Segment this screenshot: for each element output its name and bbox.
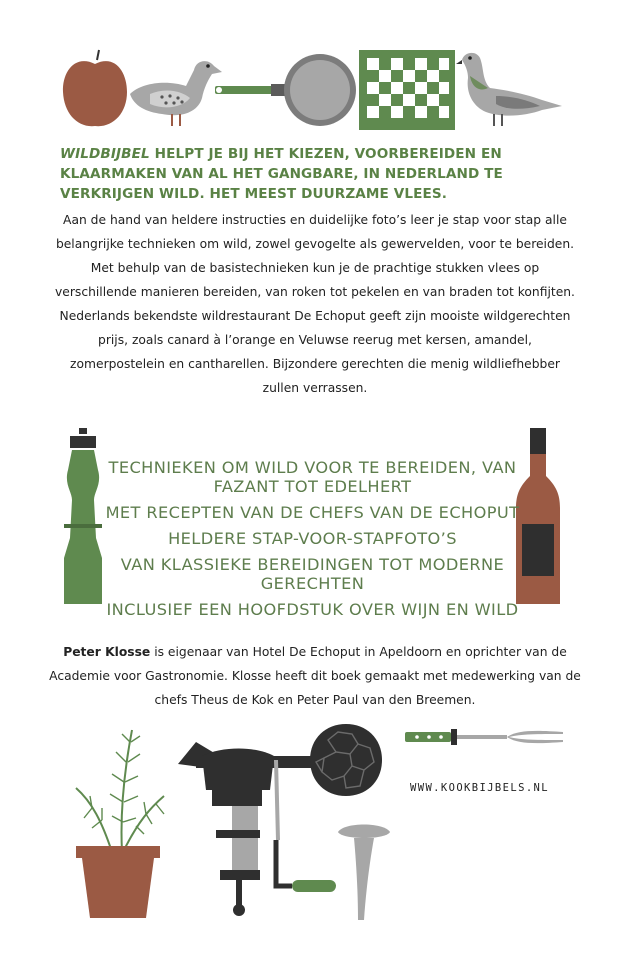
truffle-icon	[308, 722, 384, 798]
tagline-brand: WILDBIJBEL	[60, 146, 150, 162]
tagline	[60, 144, 580, 204]
mushroom-icon	[336, 820, 392, 924]
author-name: Peter Klosse	[63, 645, 151, 659]
feature-item: VAN KLASSIEKE BEREIDINGEN TOT MODERNE GERECHTEN	[120, 555, 505, 593]
feature-list	[105, 458, 520, 626]
checkered-towel-icon	[359, 50, 455, 130]
pepper-mill-icon	[58, 428, 108, 604]
tagline-text: HELPT JE BIJ HET KIEZEN, VOORBEREIDEN EN KLAARMAKEN VAN AL HET GANGBARE, IN NEDERLAND TE VERKRIJGEN WILD. HET MEEST DUURZAME VLEES.	[60, 146, 503, 202]
website-link[interactable]: WWW.KOOKBIJBELS.NL	[410, 782, 549, 794]
herb-plant-icon	[62, 722, 172, 922]
feature-item: HELDERE STAP-VOOR-STAPFOTO’S	[168, 529, 457, 548]
feature-item: INCLUSIEF EEN HOOFDSTUK OVER WIJN EN WILD	[106, 600, 519, 619]
feature-item: TECHNIEKEN OM WILD VOOR TE BEREIDEN, VAN FAZANT TOT EDELHERT	[108, 458, 517, 496]
intro-paragraph: Aan de hand van heldere instructies en duidelijke foto’s leer je stap voor stap alle belangrijke technieken om wild, zowel gevogelte als gewervelden, voor te bereiden. Met behulp van de basistechnieken kun je de prachtige stukken vlees op verschillende manieren bereiden, van roken tot pekelen en van braden tot konfijten. Nederlands bekendste wildrestaurant De Echoput geeft zijn mooiste wildgerechten prijs, zoals canard à l’orange en Veluwse reerug met kersen, amandel, zomerpostelein en cantharellen. Bijzondere gerechten die menig wildliefhebber zullen verrassen.	[55, 213, 575, 395]
duck-icon	[128, 52, 223, 130]
author-bio-text: is eigenaar van Hotel De Echoput in Apeldoorn en oprichter van de Academie voor Gastronomie. Klosse heeft dit boek gemaakt met medewerking van de chefs Theus de Kok en Peter Paul van den Breemen.	[49, 645, 581, 707]
frying-pan-icon	[215, 50, 355, 130]
pigeon-icon	[456, 50, 564, 128]
feature-item: MET RECEPTEN VAN DE CHEFS VAN DE ECHOPUT	[105, 503, 520, 522]
author-bio	[40, 640, 590, 712]
apple-icon	[60, 50, 130, 130]
carving-fork-icon	[405, 726, 563, 748]
